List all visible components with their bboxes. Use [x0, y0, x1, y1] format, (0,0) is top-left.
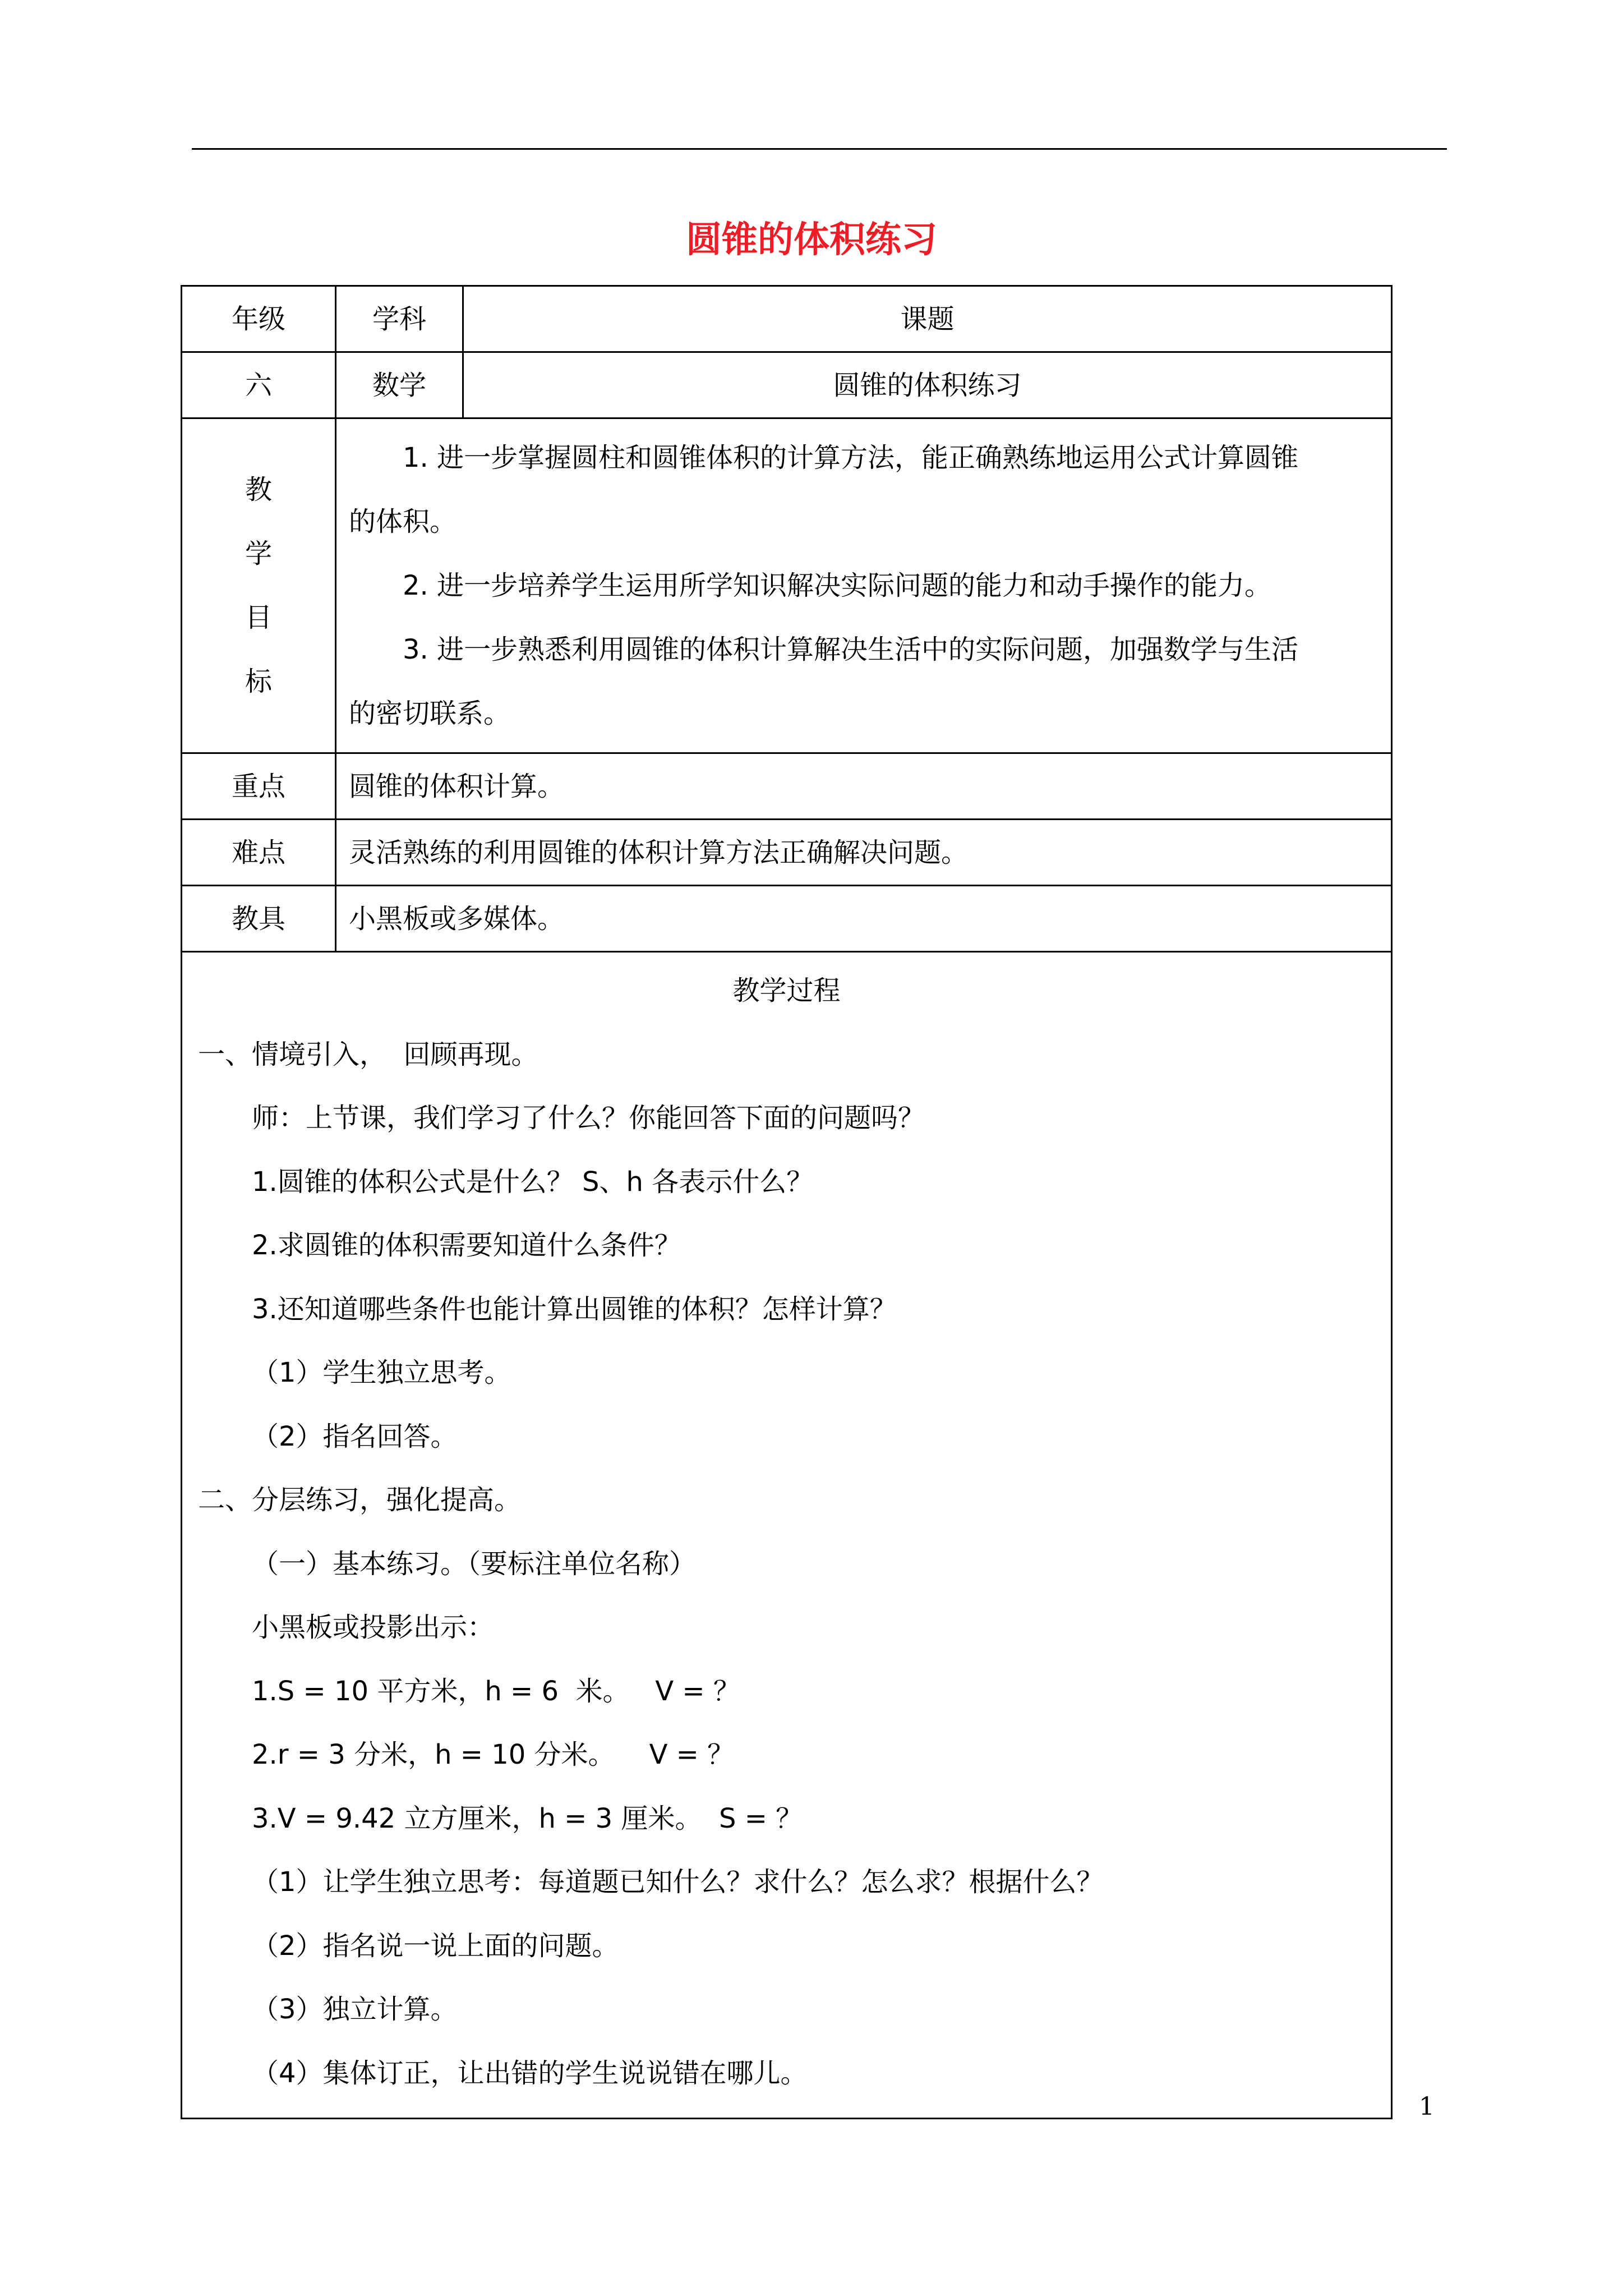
goal-item: 2. 进一步培养学生运用所学知识解决实际问题的能力和动手操作的能力。	[403, 570, 1272, 601]
process-line: 2.求圆锥的体积需要知道什么条件？	[252, 1230, 681, 1261]
tools-label: 教具	[182, 886, 336, 952]
subject-value: 数学	[336, 352, 463, 418]
goal-item-continuation: 的密切联系。	[349, 698, 511, 729]
process-line: 3.V = 9.42 立方厘米，h = 3 厘米。 S = ？	[252, 1802, 803, 1834]
process-line: （2）指名回答。	[252, 1420, 458, 1452]
goal-item: 3. 进一步熟悉利用圆锥的体积计算解决生活中的实际问题，加强数学与生活	[403, 634, 1299, 665]
tools-row	[182, 886, 1392, 952]
header-rule	[192, 148, 1447, 150]
goals-content	[336, 418, 1392, 753]
process-line: 2.r = 3 分米，h = 10 分米。 V = ？	[252, 1739, 735, 1770]
subject-header: 学科	[336, 286, 463, 352]
header-row	[182, 286, 1392, 352]
topic-value: 圆锥的体积练习	[463, 352, 1392, 418]
process-heading: 教学过程	[732, 975, 841, 1006]
grade-value: 六	[182, 352, 336, 418]
page-number: 1	[1419, 2092, 1435, 2121]
process-line: 小黑板或投影出示：	[252, 1612, 495, 1643]
goals-label-char: 目	[245, 602, 272, 633]
process-line: （3）独立计算。	[252, 1994, 458, 2025]
page-title: 圆锥的体积练习	[686, 219, 937, 261]
goals-label-char: 教	[245, 474, 272, 505]
process-line: 师：上节课，我们学习了什么？你能回答下面的问题吗？	[252, 1102, 925, 1134]
difficulty-row	[182, 820, 1392, 886]
process-line: 一、情境引入， 回顾再现。	[198, 1038, 538, 1070]
goal-item: 1. 进一步掌握圆柱和圆锥体积的计算方法，能正确熟练地运用公式计算圆锥	[403, 442, 1299, 473]
grade-header: 年级	[182, 286, 336, 352]
difficulty-label: 难点	[182, 820, 336, 886]
topic-header: 课题	[463, 286, 1392, 352]
process-line: （2）指名说一说上面的问题。	[252, 1930, 619, 1962]
goals-label-char: 学	[245, 538, 272, 569]
lesson-table	[181, 285, 1393, 2119]
process-line: （一）基本练习。（要标注单位名称）	[252, 1548, 697, 1580]
tools-text: 小黑板或多媒体。	[336, 886, 1392, 952]
key-point-text: 圆锥的体积计算。	[336, 753, 1392, 820]
process-line: （1）学生独立思考。	[252, 1357, 511, 1388]
process-line: 3.还知道哪些条件也能计算出圆锥的体积？怎样计算？	[252, 1293, 897, 1325]
process-row	[182, 952, 1392, 2119]
goals-row	[182, 418, 1392, 753]
process-line: 1.圆锥的体积公式是什么？ S、h 各表示什么？	[252, 1166, 814, 1198]
process-line: （1）让学生独立思考：每道题已知什么？求什么？怎么求？根据什么？	[252, 1866, 1104, 1898]
goals-label	[182, 418, 336, 753]
goals-label-char: 标	[245, 666, 272, 697]
process-line: （4）集体订正，让出错的学生说说错在哪儿。	[252, 2057, 808, 2089]
difficulty-text: 灵活熟练的利用圆锥的体积计算方法正确解决问题。	[336, 820, 1392, 886]
process-line: 二、分层练习，强化提高。	[198, 1484, 522, 1516]
key-point-label: 重点	[182, 753, 336, 820]
key-point-row	[182, 753, 1392, 820]
info-row	[182, 352, 1392, 418]
process-line: 1.S = 10 平方米，h = 6 米。 V = ？	[252, 1675, 740, 1707]
goal-item-continuation: 的体积。	[349, 506, 457, 537]
process-content	[182, 952, 1392, 2119]
